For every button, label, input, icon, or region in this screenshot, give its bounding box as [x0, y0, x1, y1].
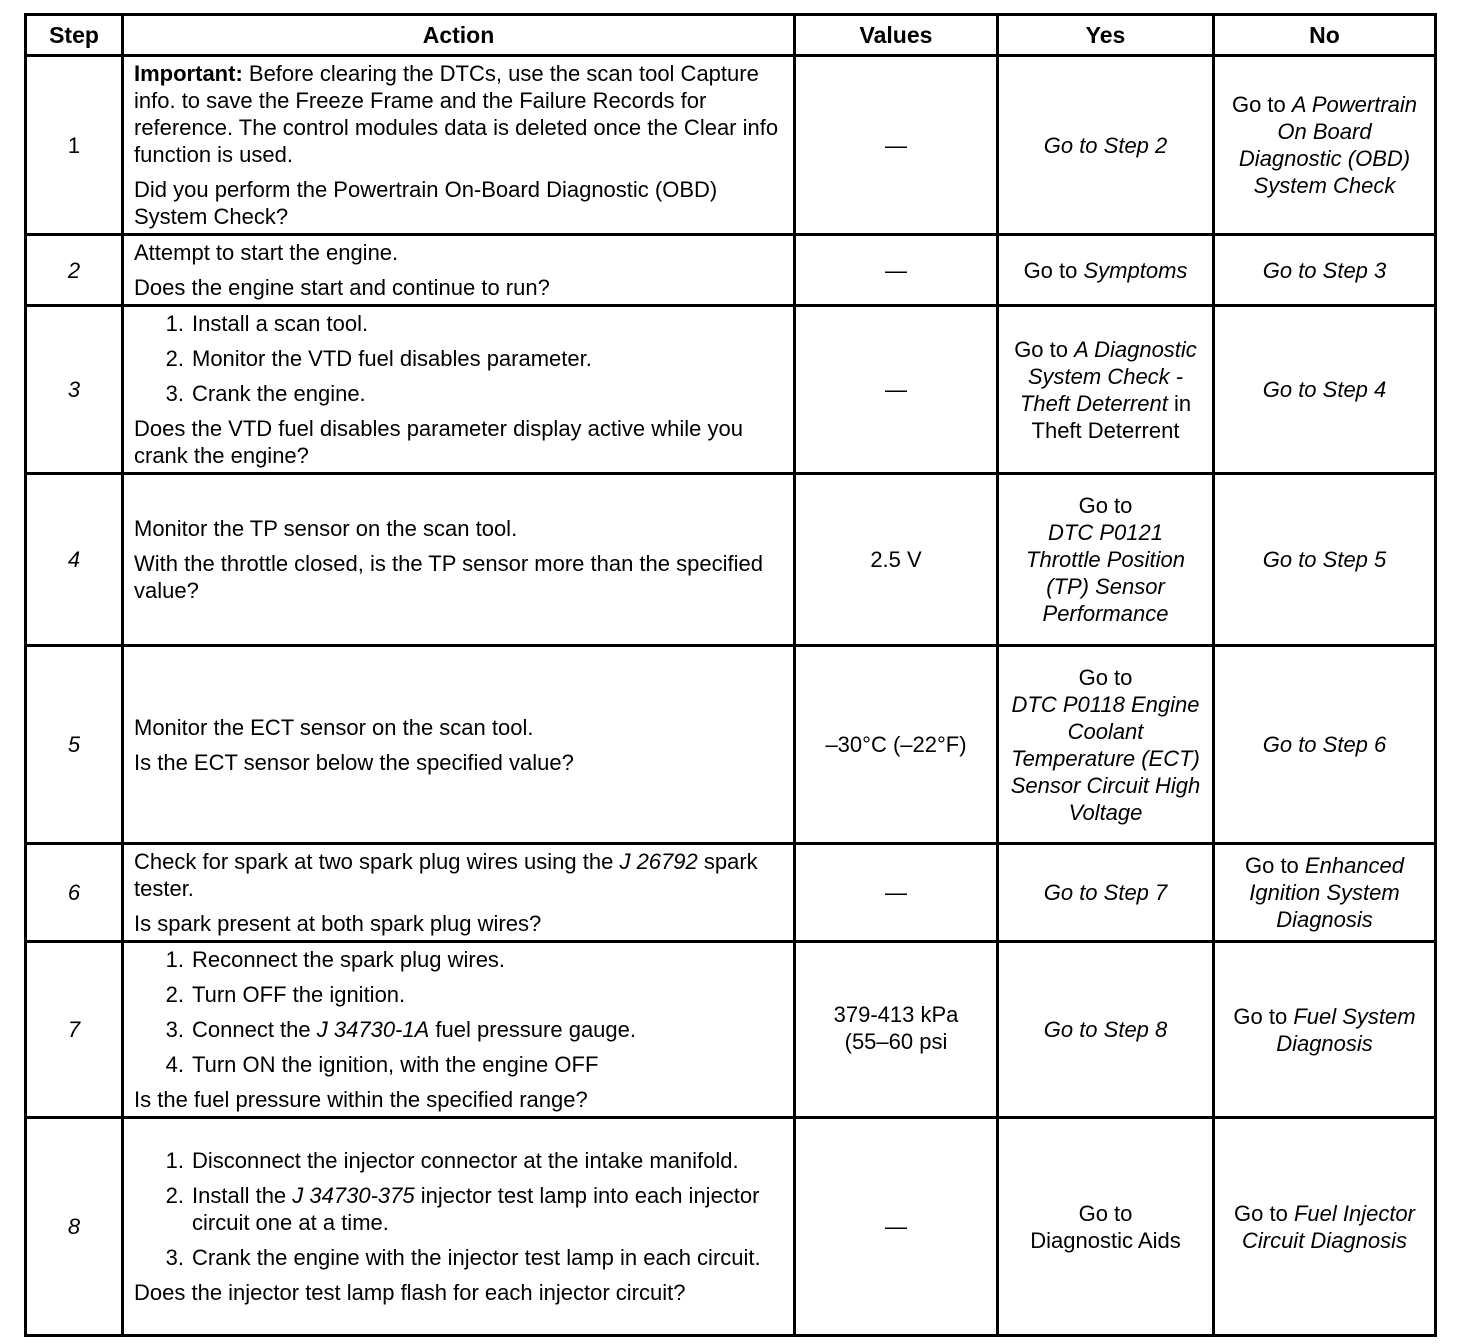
table-row-step-8: [26, 1118, 1436, 1336]
table-row-step-3: [26, 306, 1436, 474]
step-number: 6: [26, 844, 123, 942]
no-cell: [1214, 942, 1436, 1118]
yes-prefix: Go to: [1078, 1200, 1133, 1226]
list-item: 3. Crank the engine.: [165, 381, 366, 406]
yes-link[interactable]: Go to Step 8: [1043, 1017, 1168, 1042]
action-text: Monitor the TP sensor on the scan tool.: [134, 516, 518, 541]
header-row: [26, 15, 1436, 56]
important-label: Important:: [134, 61, 243, 86]
tool-name: J 34730-375: [292, 1183, 415, 1208]
values-cell: [795, 942, 998, 1118]
no-prefix: Go to: [1234, 1200, 1288, 1226]
yes-cell: [998, 1118, 1214, 1336]
values-cell: —: [795, 306, 998, 474]
action-question: Did you perform the Powertrain On-Board Diagnostic (OBD) System Check?: [134, 177, 718, 229]
step-number: 7: [26, 942, 123, 1118]
no-link[interactable]: Enhanced Ignition System Diagnosis: [1249, 853, 1405, 932]
no-cell: [1214, 56, 1436, 235]
list-item: 3. Connect the J 34730-1A fuel pressure gauge.: [165, 1017, 636, 1042]
no-prefix: Go to: [1233, 1003, 1288, 1029]
step-number: 8: [26, 1118, 123, 1336]
no-link[interactable]: Go to Step 3: [1262, 257, 1387, 283]
action-cell: [123, 235, 795, 306]
no-cell: [1214, 646, 1436, 844]
yes-link[interactable]: Go to Step 2: [1043, 132, 1168, 158]
yes-link[interactable]: A Diagnostic System Check - Theft Deterrent: [1019, 336, 1197, 416]
yes-prefix: Go to: [1078, 493, 1133, 518]
yes-cell: [998, 56, 1214, 235]
no-link[interactable]: Go to Step 4: [1262, 377, 1387, 402]
no-prefix: Go to: [1244, 853, 1299, 878]
action-cell: [123, 942, 795, 1118]
values-cell: –30°C (–22°F): [795, 646, 998, 844]
no-cell: [1214, 235, 1436, 306]
yes-cell: [998, 646, 1214, 844]
no-prefix: Go to: [1231, 92, 1286, 117]
yes-link[interactable]: Go to Step 7: [1043, 880, 1168, 905]
values-line-2: (55–60 psi: [844, 1029, 948, 1054]
no-link[interactable]: Go to Step 5: [1262, 547, 1387, 572]
list-item: 1. Disconnect the injector connector at the intake manifold.: [165, 1148, 739, 1173]
header-yes: Yes: [998, 15, 1214, 56]
yes-link[interactable]: Diagnostic Aids: [1030, 1227, 1181, 1253]
values-line-1: 379-413 kPa: [833, 1002, 959, 1027]
yes-cell: [998, 235, 1214, 306]
yes-cell: [998, 844, 1214, 942]
header-no: No: [1214, 15, 1436, 56]
step-number: 5: [26, 646, 123, 844]
yes-suffix: in Theft Deterrent: [1031, 390, 1192, 443]
action-question: Is spark present at both spark plug wires?: [134, 911, 542, 936]
yes-cell: [998, 474, 1214, 646]
no-link[interactable]: Fuel Injector Circuit Diagnosis: [1241, 1200, 1415, 1253]
no-link[interactable]: Fuel System Diagnosis: [1276, 1003, 1416, 1056]
diagnostic-table: [24, 13, 1437, 1337]
step-number: 1: [26, 56, 123, 235]
values-cell: —: [795, 844, 998, 942]
important-text: Before clearing the DTCs, use the scan tool Capture info. to save the Freeze Frame and the Failure Records for reference. The control modules data is deleted once the Clear info function is used.: [134, 61, 779, 167]
action-question: With the throttle closed, is the TP sensor more than the specified value?: [134, 551, 763, 603]
values-cell: —: [795, 1118, 998, 1336]
yes-link[interactable]: DTC P0118 Engine Coolant Temperature (ECT) Sensor Circuit High Voltage: [1010, 691, 1201, 825]
table-row-step-6: [26, 844, 1436, 942]
no-link[interactable]: Go to Step 6: [1262, 732, 1387, 757]
table-row-step-7: [26, 942, 1436, 1118]
step-number: 3: [26, 306, 123, 474]
action-text: Monitor the ECT sensor on the scan tool.: [134, 714, 534, 740]
action-question: Is the ECT sensor below the specified value?: [134, 749, 574, 775]
table-row-step-4: [26, 474, 1436, 646]
action-question: Does the engine start and continue to run?: [134, 275, 550, 300]
action-question: Is the fuel pressure within the specified range?: [134, 1087, 588, 1112]
step-number: 4: [26, 474, 123, 646]
yes-prefix: Go to: [1014, 336, 1068, 362]
no-cell: [1214, 844, 1436, 942]
action-question: Does the injector test lamp flash for each injector circuit?: [134, 1280, 686, 1305]
action-cell: [123, 56, 795, 235]
important-note: [134, 60, 783, 168]
action-cell: [123, 844, 795, 942]
action-question: Does the VTD fuel disables parameter display active while you crank the engine?: [134, 416, 743, 468]
action-text: Check for spark at two spark plug wires using the J 26792 spark tester.: [134, 849, 758, 901]
values-cell: —: [795, 56, 998, 235]
table-row-step-2: [26, 235, 1436, 306]
action-cell: [123, 306, 795, 474]
list-item: 2. Install the J 34730-375 injector test lamp into each injector circuit one at a time.: [165, 1183, 760, 1235]
list-item: 1. Reconnect the spark plug wires.: [165, 947, 506, 972]
yes-prefix: Go to: [1078, 664, 1133, 690]
values-cell: 2.5 V: [795, 474, 998, 646]
header-step: Step: [26, 15, 123, 56]
values-cell: —: [795, 235, 998, 306]
list-item: 2. Turn OFF the ignition.: [165, 982, 406, 1007]
yes-cell: [998, 942, 1214, 1118]
header-values: Values: [795, 15, 998, 56]
list-item: 3. Crank the engine with the injector test lamp in each circuit.: [165, 1245, 761, 1270]
action-cell: [123, 1118, 795, 1336]
yes-prefix: Go to: [1023, 257, 1078, 283]
no-cell: [1214, 1118, 1436, 1336]
action-text: Attempt to start the engine.: [134, 240, 399, 265]
no-cell: [1214, 306, 1436, 474]
no-link[interactable]: A Powertrain On Board Diagnostic (OBD) System Check: [1238, 92, 1418, 198]
yes-cell: [998, 306, 1214, 474]
table-row-step-5: [26, 646, 1436, 844]
table-row-step-1: [26, 56, 1436, 235]
step-number: 2: [26, 235, 123, 306]
tool-name: J 26792: [619, 849, 698, 874]
header-action: Action: [123, 15, 795, 56]
list-item: 1. Install a scan tool.: [165, 311, 369, 336]
list-item: 2. Monitor the VTD fuel disables parameter.: [165, 346, 592, 371]
action-cell: [123, 474, 795, 646]
yes-link[interactable]: DTC P0121 Throttle Position (TP) Sensor Performance: [1026, 520, 1185, 626]
no-cell: [1214, 474, 1436, 646]
tool-name: J 34730-1A: [316, 1017, 430, 1042]
action-cell: [123, 646, 795, 844]
yes-link[interactable]: Symptoms: [1083, 257, 1188, 283]
list-item: 4. Turn ON the ignition, with the engine OFF: [165, 1052, 599, 1077]
